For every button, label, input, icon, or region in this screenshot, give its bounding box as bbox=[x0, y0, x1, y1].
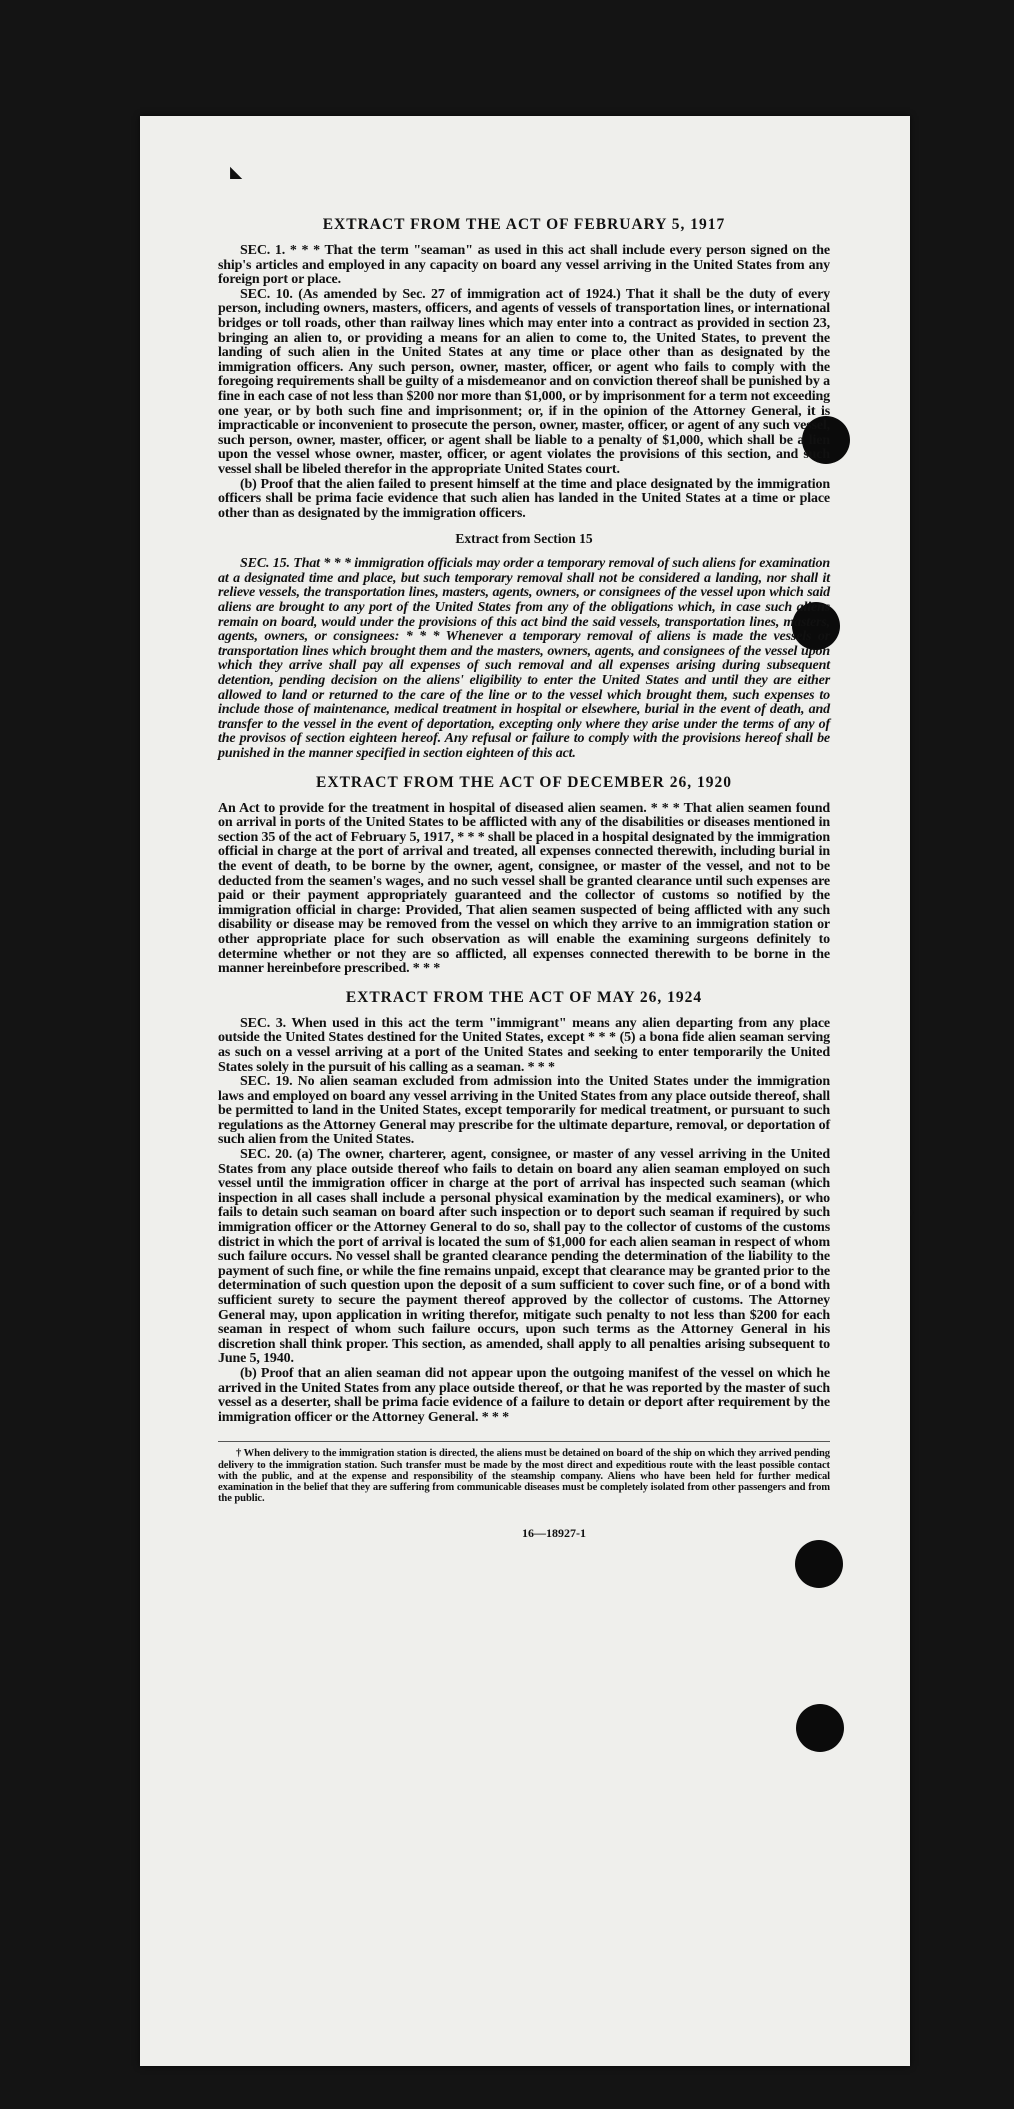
paragraph-dec-1920: An Act to provide for the treatment in hospital of diseased alien seamen. * * * That alien seamen found on arrival in ports of the United States to be afflicted with any of the disabilities or diseases mentioned in section 35 of the act of February 5, 1917, * * * shall be placed in a hospital designated by the immigration official in charge at the port of arrival and treated, all expenses connected therewith, including burial in the event of death, to be borne by the owner, agent, consignee, or master of the vessel, and not to be deducted from the seamen's wages, and no such vessel shall be granted clearance until such expenses are paid or their payment appropriately guaranteed and the collector of customs so notified by the immigration official in charge: Provided, That alien seamen suspected of being afflicted with any such disability or disease may be removed from the vessel on which they arrive to an immigration station or other appropriate place for such observation as will enable the examining surgeons definitely to determine whether or not they are so afflicted, all expenses connected therewith to be borne in the manner hereinbefore prescribed. * * * bbox=[218, 800, 830, 977]
paragraph-sec-20b: (b) Proof that an alien seaman did not appear upon the outgoing manifest of the vessel on which he arrived in the United States from any place outside thereof, or that he was reported by the master of such vessel as a deserter, shall be prima facie evidence of a failure to detain or deport after requirement by the immigration officer or the Attorney General. * * * bbox=[218, 1365, 830, 1425]
punch-hole bbox=[796, 1704, 844, 1752]
footnote bbox=[218, 1441, 830, 1504]
paragraph-sec-19: SEC. 19. No alien seaman excluded from admission into the United States under the immigration laws and employed on board any vessel arriving in the United States from any place outside thereof, shall be permitted to land in the United States, except temporarily for medical treatment, or pursuant to such regulations as the Attorney General may prescribe for the ultimate departure, removal, or deportation of such alien from the United States. bbox=[218, 1074, 830, 1148]
paragraph-sec-10b: (b) Proof that the alien failed to present himself at the time and place designated by the immigration officers shall be prima facie evidence that such alien has landed in the United States at a time or place other than as designated by the immigration officers. bbox=[218, 476, 830, 521]
heading-act-dec-1920: EXTRACT FROM THE ACT OF DECEMBER 26, 1920 bbox=[316, 773, 732, 791]
ink-mark: ◗ bbox=[907, 1204, 917, 1221]
footnote-text: † When delivery to the immigration station is directed, the aliens must be detained on board of the ship on which they arrived pending delivery to the immigration station. Such transfer must be made by the most direct and expeditious route with the least possible contact with the public, and at the expense and responsibility of the steamship company. Aliens who have been held for further medical examination in the belief that they are suffering from communicable diseases must be completely isolated from other passengers and from the public. bbox=[218, 1448, 830, 1505]
heading-act-may-1924: EXTRACT FROM THE ACT OF MAY 26, 1924 bbox=[345, 988, 703, 1006]
paragraph-sec-10: SEC. 10. (As amended by Sec. 27 of immigration act of 1924.) That it shall be the duty of every person, including owners, masters, officers, and agents of vessels of transportation lines, or international bridges or toll roads, other than railway lines which may enter into a contract as provided in section 23, bringing an alien to, or providing a means for an alien to come to, the United States, to prevent the landing of such alien in the United States at any time or place other than as designated by the immigration officers. Any such person, owner, master, officer, or agent who fails to comply with the foregoing requirements shall be guilty of a misdemeanor and on conviction thereof shall be punished by a fine in each case of not less than $200 nor more than $1,000, or by imprisonment for a term not exceeding one year, or by both such fine and imprisonment; or, if in the opinion of the Attorney General, it is impracticable or inconvenient to prosecute the person, owner, master, officer, or agent of any such vessel, such person, owner, master, officer, or agent shall be liable to a penalty of $1,000, which shall be a lien upon the vessel whose owner, master, officer, or agent violates the provisions of this section, and such vessel shall be libeled therefor in the appropriate United States court. bbox=[218, 286, 830, 477]
heading-section-15: Extract from Section 15 bbox=[455, 531, 593, 547]
document-content bbox=[218, 216, 830, 1541]
paragraph-sec-3: SEC. 3. When used in this act the term "immigrant" means any alien departing from any place outside the United States destined for the United States, except * * * (5) a bona fide alien seaman serving as such on a vessel arriving at a port of the United States and seeking to enter temporarily the United States solely in the pursuit of his calling as a seaman. * * * bbox=[218, 1015, 830, 1075]
paragraph-sec-1: SEC. 1. * * * That the term "seaman" as used in this act shall include every person signed on the ship's articles and employed in any capacity on board any vessel arriving in the United States from any foreign port or place. bbox=[218, 243, 830, 288]
paragraph-sec-15: SEC. 15. That * * * immigration officials may order a temporary removal of such aliens for examination at a designated time and place, but such temporary removal shall not be considered a landing, nor shall it relieve vessels, the transportation lines, masters, agents, owners, or consignees of the vessel upon which said aliens are brought to any port of the United States from any of the obligations which, in case such aliens remain on board, would under the provisions of this act bind the said vessels, transportation lines, masters, agents, owners, or consignees: * * * Whenever a temporary removal of aliens is made the vessels or transportation lines which brought them and the masters, owners, agents, and consignees of the vessel upon which they arrive shall pay all expenses of such removal and all expenses arising during subsequent detention, pending decision on the aliens' eligibility to enter the United States and until they are either allowed to land or returned to the care of the line or to the vessel which brought them, such expenses to include those of maintenance, medical treatment in hospital or elsewhere, burial in the event of death, and transfer to the vessel in the event of deportation, excepting only where they arise under the terms of any of the provisos of section eighteen hereof. Any refusal or failure to comply with the provisions hereof shall be punished in the manner specified in section eighteen of this act. bbox=[218, 556, 830, 761]
ink-mark: ◣ bbox=[230, 164, 243, 181]
document-page bbox=[140, 116, 917, 2066]
form-code: 16—18927-1 bbox=[522, 1526, 586, 1541]
heading-act-feb-1917: EXTRACT FROM THE ACT OF FEBRUARY 5, 1917 bbox=[322, 216, 726, 233]
punch-hole bbox=[795, 1540, 843, 1588]
paragraph-sec-20a: SEC. 20. (a) The owner, charterer, agent, consignee, or master of any vessel arriving in the United States from any place outside thereof who fails to detain on board any alien seaman employed on such vessel until the immigration officer in charge at the port of arrival has inspected such seaman (which inspection in all cases shall include a personal physical examination by the medical examiners), or who fails to detain such seaman on board after such inspection or to deport such seaman if required by such immigration officer or the Attorney General to do so, shall pay to the collector of customs of the customs district in which the port of arrival is located the sum of $1,000 for each alien seaman in respect of whom such failure occurs. No vessel shall be granted clearance pending the determination of the liability to the payment of such fine, or while the fine remains unpaid, except that clearance may be granted prior to the determination of such question upon the deposit of a sum sufficient to cover such fine, or of a bond with sufficient surety to secure the payment thereof approved by the collector of customs. The Attorney General may, upon application in writing therefor, mitigate such penalty to not less than $200 for each seaman in respect of whom such failure occurs, upon such terms as the Attorney General in his discretion shall think proper. This section, as amended, shall apply to all penalties arising subsequent to June 5, 1940. bbox=[218, 1147, 830, 1367]
